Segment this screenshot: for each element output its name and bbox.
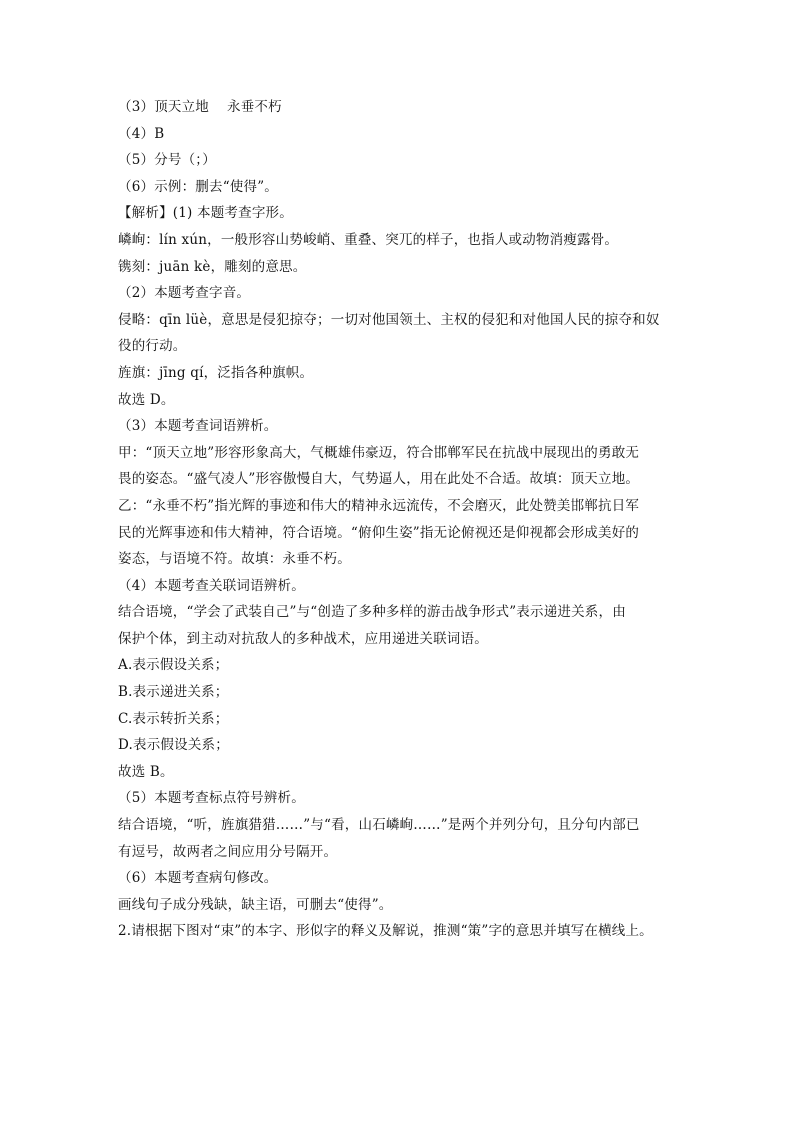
analysis-subheading: （2）本题考查字音。 (118, 285, 251, 302)
answer-5: （5）分号（；） (118, 152, 216, 169)
option-a: A.表示假设关系； (118, 657, 229, 674)
analysis-line: 姿态，与语境不符。故填：永垂不朽。 (118, 551, 351, 568)
analysis-line: 故选 D。 (118, 391, 175, 408)
document-content (118, 94, 684, 945)
analysis-line: 有逗号，故两者之间应用分号隔开。 (118, 843, 338, 860)
option-b: B.表示递进关系； (118, 684, 229, 701)
analysis-line: 民的光辉事迹和伟大精神，符合语境。“俯仰生姿”指无论俯视还是仰视都会形成美好的 (118, 524, 640, 541)
answer-3 (118, 94, 684, 121)
answer-4: （4）B (118, 125, 165, 142)
analysis-line: 保护个体，到主动对抗敌人的多种战术，应用递进关联词语。 (118, 630, 488, 647)
analysis-line: 画线句子成分残缺，缺主语，可删去“使得”。 (118, 896, 393, 913)
analysis-subheading: （4）本题考查关联词语辨析。 (118, 577, 305, 594)
analysis-line: 侵略：qīn lüè，意思是侵犯掠夺；一切对他国领土、主权的侵犯和对他国人民的掠夺和奴 (118, 311, 660, 328)
analysis-line: 结合语境，“学会了武装自己”与“创造了多种多样的游击战争形式”表示递进关系，由 (118, 604, 626, 621)
next-question: 2.请根据下图对“束”的本字、形似字的释义及解说，推测“策”字的意思并填写在横线上。 (118, 923, 653, 940)
answer-3-word-2: 永垂不朽 (227, 99, 282, 115)
analysis-line: 甲：“顶天立地”形容形象高大，气概雄伟豪迈，符合邯郸军民在抗战中展现出的勇敢无 (118, 444, 640, 461)
analysis-line: 畏的姿态。“盛气凌人”形容傲慢自大，气势逼人，用在此处不合适。故填：顶天立地。 (118, 471, 640, 488)
answer-6: （6）示例：删去“使得”。 (118, 178, 278, 195)
analysis-line: 役的行动。 (118, 338, 187, 355)
analysis-line: 镌刻：juān kè，雕刻的意思。 (118, 258, 307, 275)
analysis-subheading: （6）本题考查病句修改。 (118, 870, 278, 887)
option-d: D.表示假设关系； (118, 737, 229, 754)
answer-3-word-1: （3）顶天立地 (118, 99, 209, 115)
analysis-subheading: （5）本题考查标点符号辨析。 (118, 790, 305, 807)
option-c: C.表示转折关系； (118, 710, 229, 727)
analysis-heading: 【解析】(1) 本题考查字形。 (118, 205, 293, 222)
analysis-line: 嶙峋：lín xún，一般形容山势峻峭、重叠、突兀的样子，也指人或动物消瘦露骨。 (118, 231, 619, 248)
analysis-line: 旌旗：jīng qí，泛指各种旗帜。 (118, 364, 314, 381)
analysis-subheading: （3）本题考查词语辨析。 (118, 418, 278, 435)
analysis-line: 故选 B。 (118, 763, 174, 780)
analysis-line: 结合语境，“听，旌旗猎猎……”与“看，山石嶙峋……”是两个并列分句，且分句内部已 (118, 817, 640, 834)
analysis-line: 乙：“永垂不朽”指光辉的事迹和伟大的精神永远流传，不会磨灭，此处赞美邯郸抗日军 (118, 497, 640, 514)
